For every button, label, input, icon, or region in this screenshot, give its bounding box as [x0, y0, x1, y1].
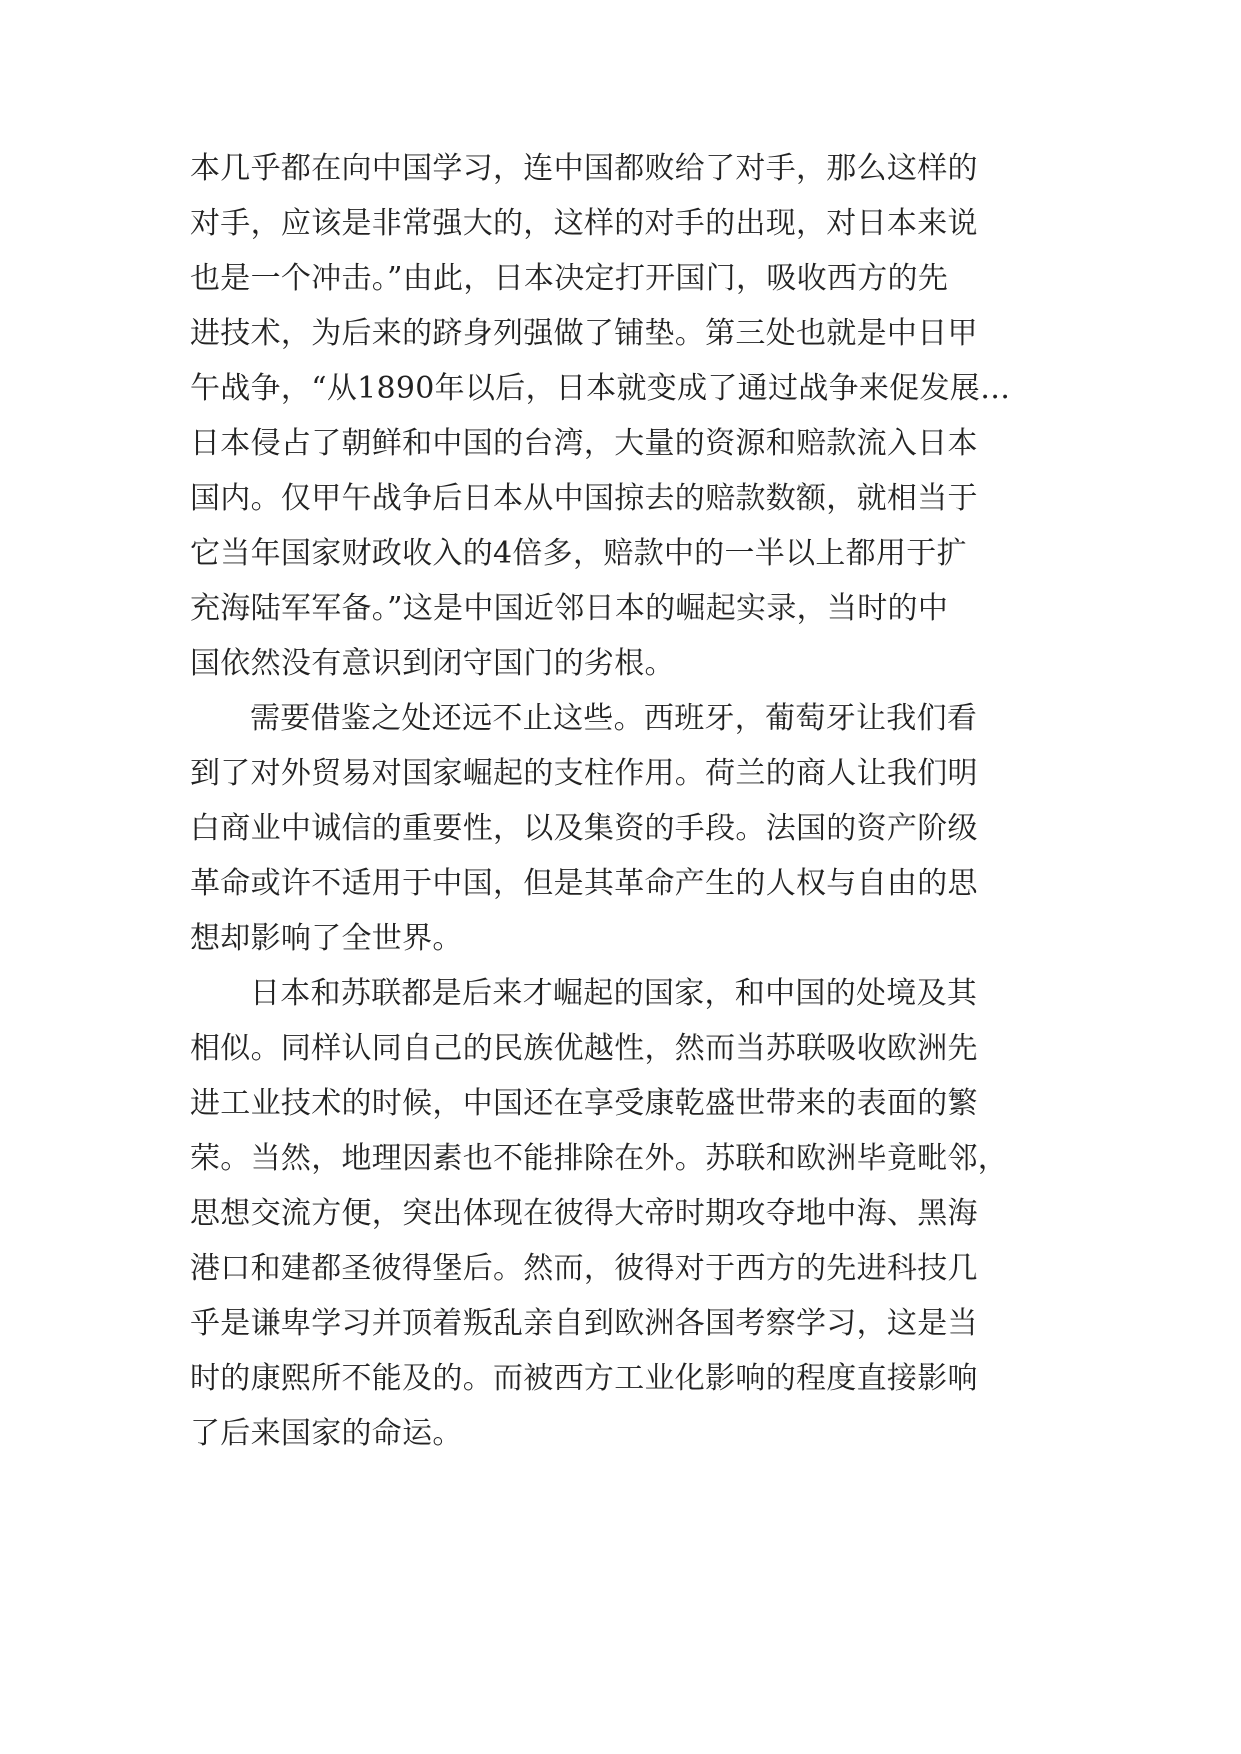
paragraph-first-line: 需要借鉴之处还远不止这些。西班牙，葡萄牙让我们看 [250, 701, 978, 736]
text-line: 港口和建都圣彼得堡后。然而，彼得对于西方的先进科技几 [190, 1251, 978, 1286]
text-line: 革命或许不适用于中国，但是其革命产生的人权与自由的思 [190, 866, 978, 901]
text-line: 白商业中诚信的重要性，以及集资的手段。法国的资产阶级 [190, 811, 978, 846]
text-line: 充海陆军军备。”这是中国近邻日本的崛起实录，当时的中 [190, 591, 949, 626]
text-line: 日本侵占了朝鲜和中国的台湾，大量的资源和赔款流入日本 [190, 426, 978, 461]
text-line: 国内。仅甲午战争后日本从中国掠去的赔款数额，就相当于 [190, 481, 978, 516]
text-line: 国依然没有意识到闭守国门的劣根。 [190, 646, 675, 681]
text-line: 对手，应该是非常强大的，这样的对手的出现，对日本来说 [190, 206, 978, 241]
text-line: 进工业技术的时候，中国还在享受康乾盛世带来的表面的繁 [190, 1086, 978, 1121]
text-line: 相似。同样认同自己的民族优越性，然而当苏联吸收欧洲先 [190, 1031, 978, 1066]
text-line: 思想交流方便，突出体现在彼得大帝时期攻夺地中海、黑海 [190, 1196, 978, 1231]
paragraph-first-line: 日本和苏联都是后来才崛起的国家，和中国的处境及其 [250, 976, 978, 1011]
text-line: 它当年国家财政收入的4倍多，赔款中的一半以上都用于扩 [190, 536, 967, 571]
text-line: 乎是谦卑学习并顶着叛乱亲自到欧洲各国考察学习，这是当 [190, 1306, 978, 1341]
text-line: 本几乎都在向中国学习，连中国都败给了对手，那么这样的 [190, 151, 978, 186]
text-line: 进技术，为后来的跻身列强做了铺垫。第三处也就是中日甲 [190, 316, 978, 351]
text-line: 到了对外贸易对国家崛起的支柱作用。荷兰的商人让我们明 [190, 756, 978, 791]
text-line: 想却影响了全世界。 [190, 921, 463, 956]
text-line: 时的康熙所不能及的。而被西方工业化影响的程度直接影响 [190, 1361, 978, 1396]
text-line: 了后来国家的命运。 [190, 1416, 463, 1451]
text-line: 也是一个冲击。”由此，日本决定打开国门，吸收西方的先 [190, 261, 949, 296]
text-line: 荣。当然，地理因素也不能排除在外。苏联和欧洲毕竟毗邻， [190, 1141, 1009, 1176]
text-line: 午战争，“从1890年以后，日本就变成了通过战争来促发展… [190, 371, 1011, 406]
